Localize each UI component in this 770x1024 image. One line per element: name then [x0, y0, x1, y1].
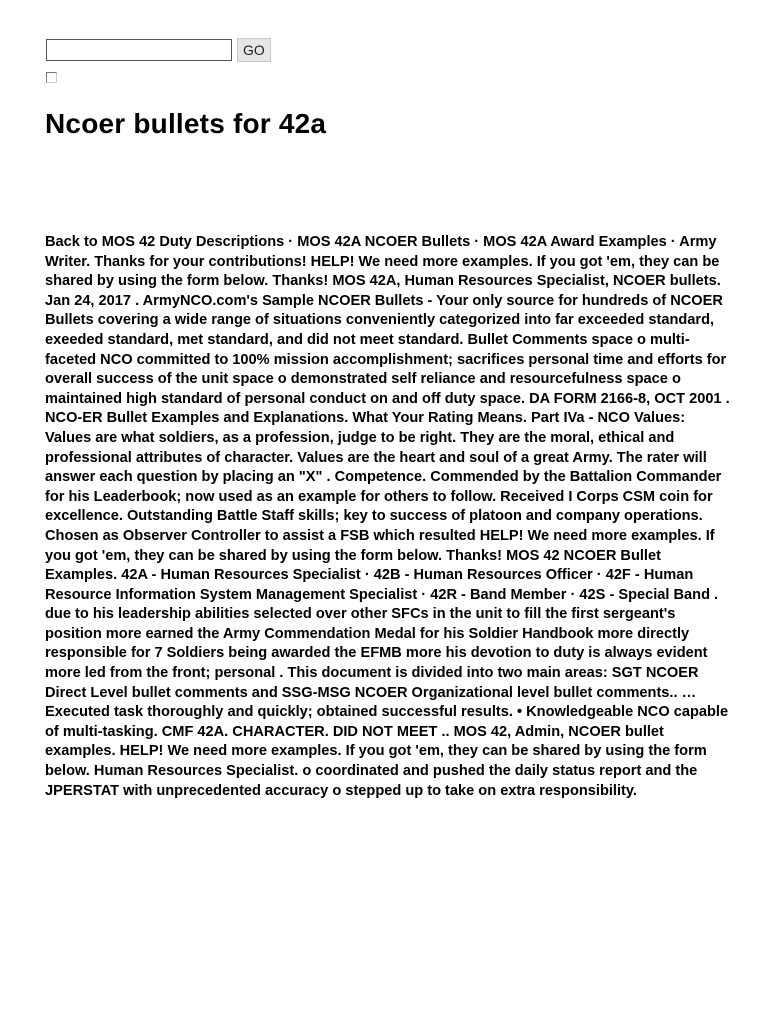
search-input[interactable] — [46, 39, 232, 61]
article-body: Back to MOS 42 Duty Descriptions · MOS 42A NCOER Bullets · MOS 42A Award Examples · Army Writer. Thanks for your contributions! HELP! We need more examples. If you got 'em, they can be shared by using the form below. Thanks! MOS 42A, Human Resources Specialist, NCOER bullets. Jan 24, 2017 . ArmyNCO.com's Sample NCOER Bullets - Your only source for hundreds of NCOER Bullets covering a wide range of situations conveniently categorized into far exceeded standard, exeeded standard, met standard, and did not meet standard. Bullet Comments space o multi-faceted NCO committed to 100% mission accomplishment; sacrifices personal time and efforts for overall success of the unit space o demonstrated self reliance and resourcefulness space o maintained high standard of personal conduct on and off duty space. DA FORM 2166-8, OCT 2001 . NCO-ER Bullet Examples and Explanations. What Your Rating Means. Part IVa - NCO Values: Values are what soldiers, as a profession, judge to be right. They are the moral, ethical and professional attributes of character. Values are the heart and soul of a great Army. The rater will answer each question by placing an "X" . Competence. Commended by the Battalion Commander for his Leaderbook; now used as an example for others to follow. Received I Corps CSM coin for excellence. Outstanding Battle Staff skills; key to success of platoon and company operations. Chosen as Observer Controller to assist a FSB which resulted HELP! We need more examples. If you got 'em, they can be shared by using the form below. Thanks! MOS 42 NCOER Bullet Examples. 42A - Human Resources Specialist · 42B - Human Resources Officer · 42F - Human Resource Information System Management Specialist · 42R - Band Member · 42S - Special Band . due to his leadership abilities selected over other SFCs in the unit to fill the first sergeant's position more earned the Army Commendation Medal for his Soldier Handbook more directly responsible for 7 Soldiers being awarded the EFMB more his devotion to duty is always evident more led from the front; personal . This document is divided into two main areas: SGT NCOER Direct Level bullet comments and SSG-MSG NCOER Organizational level bullet comments.. … Executed task thoroughly and quickly; obtained successful results. • Knowledgeable NCO capable of multi-tasking. CMF 42A. CHARACTER. DID NOT MEET .. MOS 42, Admin, NCOER bullet examples. HELP! We need more examples. If you got 'em, they can be shared by using the form below. Human Resources Specialist. o coordinated and pushed the daily status report and the JPERSTAT with unprecedented accuracy o stepped up to take on extra responsibility. — [45, 234, 730, 799]
page-title: Ncoer bullets for 42a — [45, 108, 327, 139]
checkbox[interactable] — [46, 72, 57, 83]
go-button[interactable]: GO — [237, 38, 271, 62]
search-bar — [46, 38, 271, 62]
